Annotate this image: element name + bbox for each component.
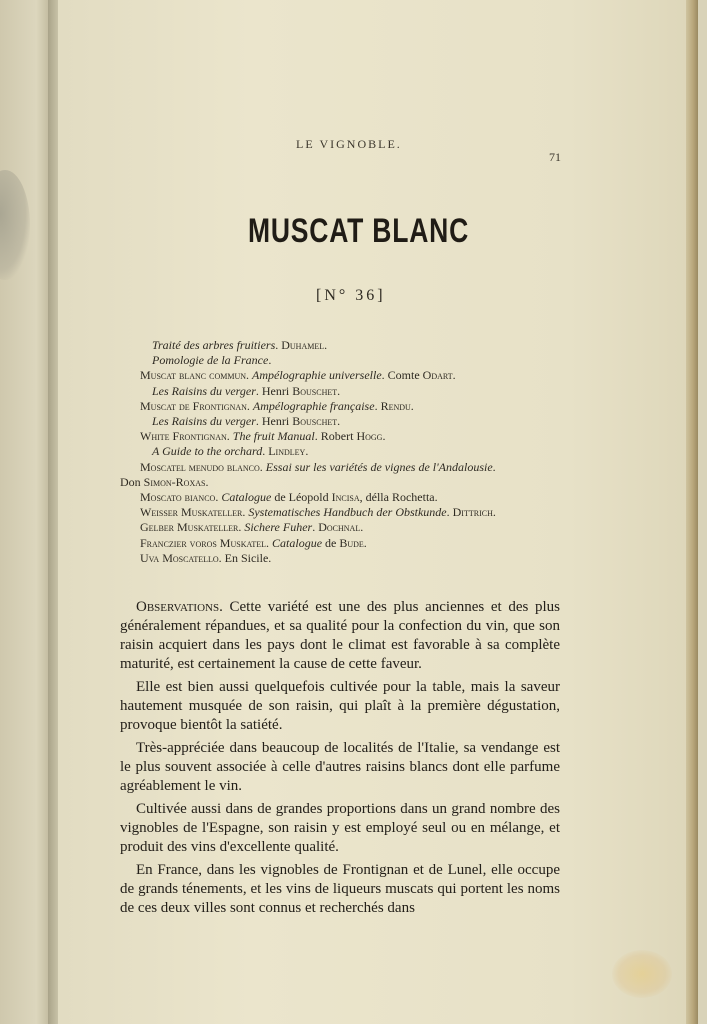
bibliography-entry [120, 414, 570, 429]
author-name: Bouschet [292, 414, 338, 429]
work-title: Essai sur les variétés de vignes de l'Andalousie [265, 459, 493, 474]
page-title: MUSCAT BLANC [248, 212, 470, 250]
entry-text: . [492, 505, 496, 520]
entry-text: . [452, 368, 456, 383]
page-number: 71 [549, 150, 561, 164]
bibliography-entry [120, 551, 570, 566]
entry-text: de Léopold [271, 490, 332, 505]
bibliography-entry [120, 338, 570, 353]
author-name: Gelber Muskateller [140, 520, 239, 535]
paragraph: Cultivée aussi dans de grandes proportions dans un grand nombre des vignobles de l'Espagne, son raisin y est employé seul ou en mélange, et produit des vins d'excellente qualité. [120, 801, 560, 855]
entry-text: . [259, 459, 266, 474]
bibliography-entry [120, 384, 570, 399]
entry-text: . En Sicile. [218, 550, 272, 565]
entry-text: . [266, 535, 273, 550]
observations-text [120, 598, 560, 922]
entry-text: . [492, 459, 496, 474]
entry-text: . [382, 429, 386, 444]
paragraph [120, 598, 560, 674]
entry-text: . [238, 520, 245, 535]
entry-text: . [324, 338, 328, 352]
library-stamp [612, 950, 672, 998]
entry-text: . Henri [255, 414, 293, 429]
work-title: Catalogue [272, 535, 323, 550]
author-name: Dittrich [452, 505, 493, 520]
author-name: Franczier voros Muskatel [140, 535, 267, 550]
author-name: Duhamel [281, 338, 325, 352]
author-name: Uva Moscatello [140, 550, 219, 565]
bibliography-entry [120, 399, 570, 414]
entry-text: . [226, 429, 233, 444]
entry-text: . [446, 505, 453, 520]
work-title: Catalogue [221, 490, 272, 505]
work-title: Ampélographie universelle [252, 368, 382, 383]
author-name: Bouschet [292, 383, 338, 398]
bibliography-entry [120, 444, 570, 459]
bibliography-entry [120, 520, 570, 535]
author-name: Muscat de Frontignan [140, 398, 247, 413]
entry-text: de [322, 535, 340, 550]
author-name: Muscat blanc commun [140, 368, 247, 383]
bibliography-entry [120, 490, 570, 505]
bibliography-entry [120, 460, 570, 475]
author-name: Hogg [356, 429, 383, 444]
page-edge [686, 0, 698, 1024]
variety-number: [N° 36] [316, 287, 386, 304]
bibliography-entry [120, 505, 570, 520]
bibliography-entry [120, 353, 570, 368]
facing-page-illustration-fragment [0, 170, 30, 280]
paragraph: En France, dans les vignobles de Frontignan et de Lunel, elle occupe de grands ténements, et les vins de liqueurs muscats qui portent les noms de ces deux villes sont connus et recherchés dans [120, 862, 560, 916]
bibliography-list [120, 338, 570, 566]
entry-text: . [246, 398, 253, 413]
entry-text: . [215, 490, 222, 505]
entry-text: . [374, 398, 381, 413]
bibliography-entry [120, 536, 570, 551]
bibliography-entry [120, 368, 570, 383]
work-title: The fruit Manual [232, 429, 315, 444]
author-name: Incisa [331, 490, 360, 505]
work-title: Ampélographie française [252, 398, 375, 413]
author-name: Simon-Roxas [143, 474, 206, 489]
paragraph: Très-appréciée dans beaucoup de localités de l'Italie, sa vendange est le plus souvent associée à celle d'autres raisins blancs dont elle parfume agréablement le vin. [120, 740, 560, 794]
work-title: Sichere Fuher [244, 520, 313, 535]
running-head: LE VIGNOBLE. [296, 137, 402, 151]
entry-text: . [305, 444, 309, 459]
author-name: Moscato bianco [140, 490, 216, 505]
author-name: Lindley [268, 444, 306, 459]
author-name: Dochnal [318, 520, 361, 535]
entry-text: . [242, 505, 249, 520]
entry-text: . [312, 520, 319, 535]
work-title: Traité des arbres fruitiers [152, 338, 276, 352]
entry-text: . [275, 338, 282, 352]
entry-text: . [205, 474, 209, 489]
entry-text: . [363, 535, 367, 550]
entry-text: . [337, 414, 341, 429]
bibliography-entry [120, 475, 570, 490]
work-title: Pomologie de la France [152, 353, 269, 368]
entry-text: . Henri [255, 383, 293, 398]
entry-text: Don [120, 474, 144, 489]
entry-text: , délla Rochetta. [359, 490, 438, 505]
entry-text: . [268, 353, 272, 368]
facing-page-edge [0, 0, 52, 1024]
paragraph-text: Cette variété est une des plus anciennes et des plus généralement répandues, et sa qualité pour la confection du vin, que son raisin acquiert dans les pays dont le climat est favorable à sa complète maturité, est certainement la cause de cette faveur. [120, 599, 560, 672]
author-name: Weisser Muskateller [140, 505, 243, 520]
entry-text: . [246, 368, 253, 383]
observations-label: Observations. [136, 599, 223, 615]
work-title: Les Raisins du verger [152, 414, 256, 429]
author-name: Odart [422, 368, 453, 383]
entry-text: . [337, 383, 341, 398]
entry-text: . [410, 398, 414, 413]
entry-text: . [360, 520, 364, 535]
author-name: Rendu [380, 398, 411, 413]
entry-text: . [262, 444, 269, 459]
author-name: Moscatel menudo blanco [140, 459, 260, 474]
paragraph: Elle est bien aussi quelquefois cultivée pour la table, mais la saveur hautement musquée de son raisin, qui plaît à la première dégustation, provoque bientôt la satiété. [120, 679, 560, 733]
entry-text: . Comte [381, 368, 423, 383]
author-name: White Frontignan [140, 429, 227, 444]
work-title: A Guide to the orchard [152, 444, 263, 459]
work-title: Les Raisins du verger [152, 383, 256, 398]
work-title: Systematisches Handbuch der Obstkunde [248, 505, 447, 520]
bibliography-entry [120, 429, 570, 444]
author-name: Bude [339, 535, 364, 550]
entry-text: . Robert [314, 429, 357, 444]
